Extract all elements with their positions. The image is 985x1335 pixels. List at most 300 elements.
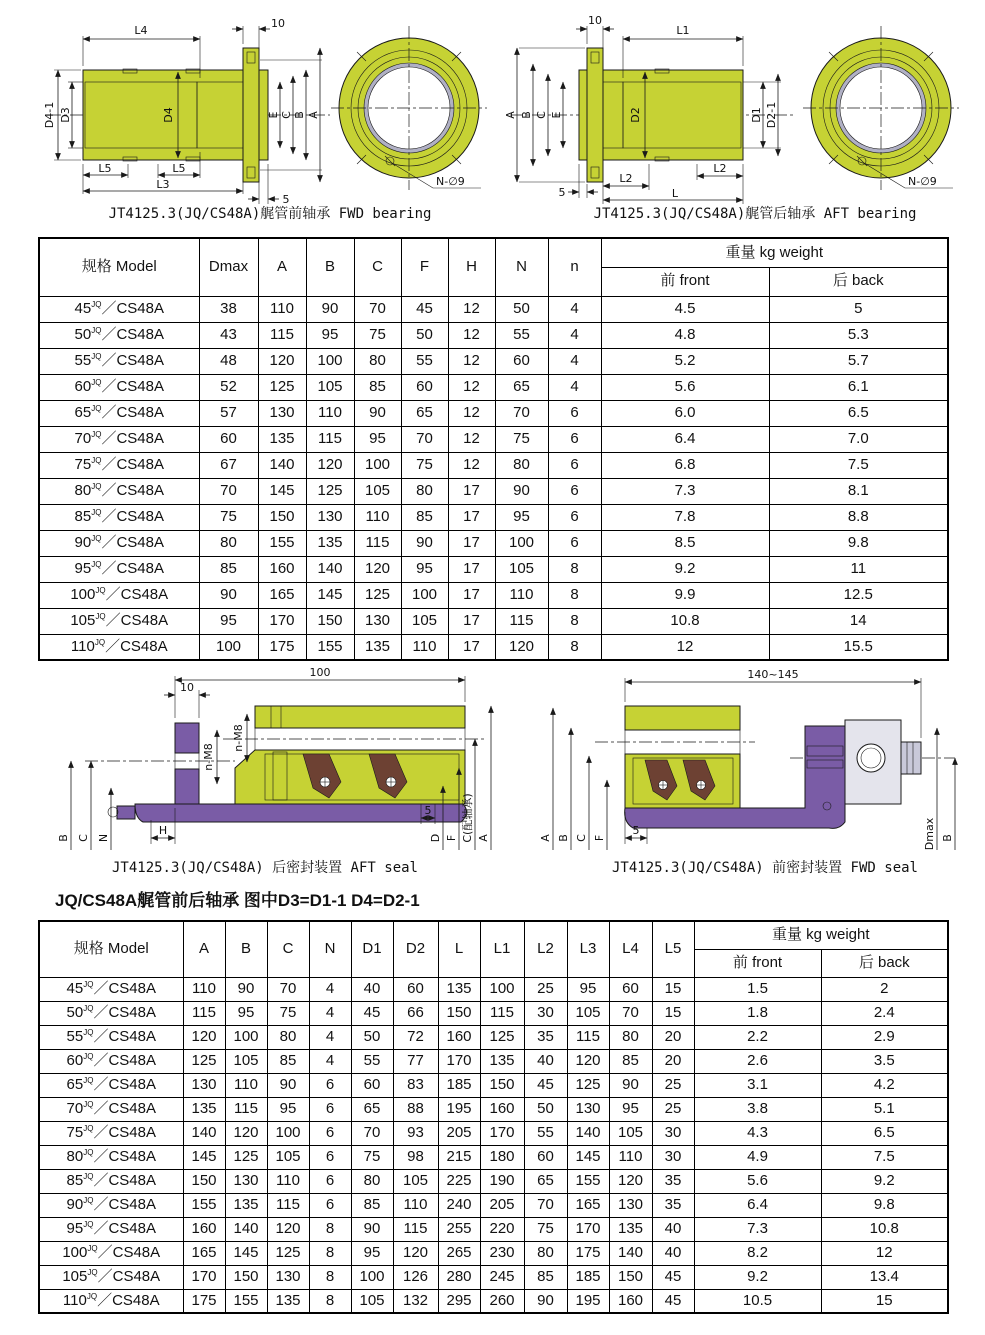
dim-cell: 6 (548, 426, 601, 452)
weight-cell: 10.8 (821, 1217, 948, 1241)
dim-cell: 195 (438, 1097, 480, 1121)
dim-label: 10 (180, 681, 194, 694)
weight-cell: 9.2 (694, 1265, 821, 1289)
dim-cell: 60 (401, 374, 448, 400)
table-row (39, 582, 948, 608)
weight-cell: 15.5 (769, 634, 948, 660)
dim-cell: 245 (480, 1265, 524, 1289)
model-cell: $65^{JQ}/CS48A$ (39, 400, 199, 426)
dim-cell: 8 (309, 1217, 351, 1241)
model-cell: $55^{JQ}/CS48A$ (39, 1025, 183, 1049)
dim-cell: 130 (267, 1265, 309, 1289)
dim-label: C(配轴承) (461, 793, 474, 843)
dim-cell: 215 (438, 1145, 480, 1169)
weight-cell: 14 (769, 608, 948, 634)
weight-cell: 6.1 (769, 374, 948, 400)
dim-cell: 95 (495, 504, 548, 530)
dim-cell: 175 (258, 634, 306, 660)
dim-cell: 55 (351, 1049, 393, 1073)
dim-cell: 150 (258, 504, 306, 530)
dim-cell: 25 (652, 1073, 694, 1097)
model-cell: $45^{JQ}/CS48A$ (39, 977, 183, 1001)
dim-cell: 185 (438, 1073, 480, 1097)
dim-cell: 60 (609, 977, 652, 1001)
dim-cell: 6 (309, 1121, 351, 1145)
dim-cell: 80 (354, 348, 401, 374)
dim-cell: 85 (354, 374, 401, 400)
model-cell: $90^{JQ}/CS48A$ (39, 530, 199, 556)
dim-cell: 125 (567, 1073, 609, 1097)
dim-cell: 145 (567, 1145, 609, 1169)
table-row (39, 1145, 948, 1169)
dim-cell: 85 (351, 1193, 393, 1217)
weight-cell: 6.5 (769, 400, 948, 426)
table-row (39, 1073, 948, 1097)
dim-cell: 75 (351, 1145, 393, 1169)
dim-cell: 90 (524, 1289, 567, 1313)
weight-cell: 9.2 (821, 1169, 948, 1193)
weight-cell: 12 (601, 634, 769, 660)
dim-cell: 70 (609, 1001, 652, 1025)
dim-cell: 95 (351, 1241, 393, 1265)
dim-cell: 6 (309, 1145, 351, 1169)
table-row (39, 296, 948, 322)
dim-label: D2-1 (765, 101, 778, 129)
table-row (39, 452, 948, 478)
model-cell: $55^{JQ}/CS48A$ (39, 348, 199, 374)
model-cell: $70^{JQ}/CS48A$ (39, 426, 199, 452)
dim-cell: 30 (524, 1001, 567, 1025)
dim-cell: 80 (401, 478, 448, 504)
dim-label: L5 (98, 162, 112, 175)
dim-cell: 110 (495, 582, 548, 608)
col-header-weight: 重量 kg weight (694, 921, 948, 949)
col-header: L5 (652, 921, 694, 977)
dim-cell: 6 (309, 1073, 351, 1097)
dim-cell: 155 (183, 1193, 225, 1217)
weight-cell: 3.8 (694, 1097, 821, 1121)
dim-cell: 260 (480, 1289, 524, 1313)
weight-cell: 12.5 (769, 582, 948, 608)
model-cell: $90^{JQ}/CS48A$ (39, 1193, 183, 1217)
dim-cell: 110 (393, 1193, 438, 1217)
dim-cell: 12 (448, 374, 495, 400)
dim-cell: 190 (480, 1169, 524, 1193)
dim-cell: 12 (448, 296, 495, 322)
dim-cell: 75 (354, 322, 401, 348)
dim-cell: 160 (183, 1217, 225, 1241)
dim-cell: 205 (480, 1193, 524, 1217)
dim-cell: 77 (393, 1049, 438, 1073)
fwd-bearing-caption: JT4125.3(JQ/CS48A)艉管前轴承 FWD bearing (108, 206, 432, 222)
dim-cell: 50 (401, 322, 448, 348)
dim-label: D1 (750, 107, 763, 123)
table-row (39, 1289, 948, 1313)
weight-cell: 3.5 (821, 1049, 948, 1073)
dim-cell: 295 (438, 1289, 480, 1313)
dim-cell: 70 (354, 296, 401, 322)
dim-cell: 130 (354, 608, 401, 634)
dim-cell: 95 (354, 426, 401, 452)
dim-cell: 6 (548, 504, 601, 530)
dim-cell: 25 (524, 977, 567, 1001)
dim-cell: 50 (524, 1097, 567, 1121)
dim-cell: 105 (495, 556, 548, 582)
dim-cell: 6 (309, 1193, 351, 1217)
dim-cell: 135 (438, 977, 480, 1001)
dim-cell: 125 (480, 1025, 524, 1049)
dim-cell: 17 (448, 634, 495, 660)
table-row (39, 478, 948, 504)
dim-cell: 220 (480, 1217, 524, 1241)
dim-cell: 120 (306, 452, 354, 478)
dim-cell: 60 (351, 1073, 393, 1097)
dim-cell: 140 (567, 1121, 609, 1145)
weight-cell: 6.4 (694, 1193, 821, 1217)
weight-cell: 5.6 (601, 374, 769, 400)
dim-label: A (539, 834, 552, 842)
weight-cell: 9.8 (821, 1193, 948, 1217)
dim-label: 5 (424, 804, 432, 817)
dim-cell: 75 (267, 1001, 309, 1025)
dim-label: L2 (619, 172, 633, 185)
dim-cell: 20 (652, 1025, 694, 1049)
dim-cell: 4 (548, 374, 601, 400)
col-header: B (306, 238, 354, 296)
model-cell: $105^{JQ}/CS48A$ (39, 608, 199, 634)
col-header: B (225, 921, 267, 977)
dim-label: A (307, 111, 320, 119)
dim-cell: 55 (495, 322, 548, 348)
dim-cell: 135 (258, 426, 306, 452)
weight-cell: 2.2 (694, 1025, 821, 1049)
fwd-seal-drawing (505, 668, 970, 856)
weight-cell: 7.0 (769, 426, 948, 452)
dim-cell: 135 (267, 1289, 309, 1313)
dim-cell: 115 (567, 1025, 609, 1049)
col-header-weight: 重量 kg weight (601, 238, 948, 267)
weight-cell: 1.8 (694, 1001, 821, 1025)
model-cell: $65^{JQ}/CS48A$ (39, 1073, 183, 1097)
weight-cell: 5.3 (769, 322, 948, 348)
dim-cell: 30 (652, 1145, 694, 1169)
dim-cell: 185 (567, 1265, 609, 1289)
dim-cell: 115 (183, 1001, 225, 1025)
dim-cell: 66 (393, 1001, 438, 1025)
dim-cell: 150 (438, 1001, 480, 1025)
aft-seal-caption: JT4125.3(JQ/CS48A) 后密封装置 AFT seal (111, 860, 418, 876)
dim-cell: 205 (438, 1121, 480, 1145)
dim-cell: 90 (225, 977, 267, 1001)
dim-cell: 40 (652, 1217, 694, 1241)
col-header-model: 规格 Model (39, 921, 183, 977)
dim-cell: 135 (306, 530, 354, 556)
dim-cell: 180 (480, 1145, 524, 1169)
dim-cell: 8 (548, 556, 601, 582)
col-header: A (258, 238, 306, 296)
dim-cell: 12 (448, 348, 495, 374)
weight-cell: 10.5 (694, 1289, 821, 1313)
dim-cell: 240 (438, 1193, 480, 1217)
dim-cell: 35 (652, 1169, 694, 1193)
dim-cell: 170 (567, 1217, 609, 1241)
dim-cell: 8 (309, 1265, 351, 1289)
weight-cell: 4.8 (601, 322, 769, 348)
weight-cell: 2 (821, 977, 948, 1001)
dim-cell: 115 (258, 322, 306, 348)
dim-cell: 35 (524, 1025, 567, 1049)
dim-cell: 90 (199, 582, 258, 608)
weight-cell: 6.4 (601, 426, 769, 452)
weight-cell: 10.8 (601, 608, 769, 634)
model-cell: $80^{JQ}/CS48A$ (39, 478, 199, 504)
dim-cell: 150 (225, 1265, 267, 1289)
dim-label: D2 (629, 107, 642, 123)
dim-cell: 45 (652, 1289, 694, 1313)
dim-cell: 70 (524, 1193, 567, 1217)
dim-cell: 85 (524, 1265, 567, 1289)
dim-cell: 75 (524, 1217, 567, 1241)
dim-cell: 120 (495, 634, 548, 660)
dim-cell: 40 (652, 1241, 694, 1265)
note-line: JQ/CS48A艉管前后轴承 图中D3=D1-1 D4=D2-1 (55, 891, 420, 910)
col-header: Dmax (199, 238, 258, 296)
weight-cell: 6.8 (601, 452, 769, 478)
dim-cell: 105 (354, 478, 401, 504)
model-cell: $80^{JQ}/CS48A$ (39, 1145, 183, 1169)
weight-cell: 5.7 (769, 348, 948, 374)
bearing-length-table (38, 920, 949, 1314)
fwd-bearing-section-drawing (28, 14, 333, 206)
dim-cell: 105 (225, 1049, 267, 1073)
dim-cell: 170 (438, 1049, 480, 1073)
dim-cell: 6 (548, 478, 601, 504)
dim-cell: 17 (448, 530, 495, 556)
dim-cell: 80 (524, 1241, 567, 1265)
model-cell: $105^{JQ}/CS48A$ (39, 1265, 183, 1289)
dim-cell: 195 (567, 1289, 609, 1313)
dim-cell: 130 (225, 1169, 267, 1193)
dim-cell: 110 (306, 400, 354, 426)
dim-cell: 48 (199, 348, 258, 374)
col-header-front: 前 front (601, 267, 769, 296)
dim-cell: 125 (267, 1241, 309, 1265)
table-row (39, 322, 948, 348)
weight-cell: 15 (821, 1289, 948, 1313)
dim-label: Dmax (923, 817, 936, 851)
dim-label: 5 (282, 193, 290, 206)
dim-cell: 95 (225, 1001, 267, 1025)
dim-cell: 70 (199, 478, 258, 504)
weight-cell: 13.4 (821, 1265, 948, 1289)
dim-cell: 15 (652, 1001, 694, 1025)
dim-cell: 110 (258, 296, 306, 322)
col-header: L3 (567, 921, 609, 977)
dim-cell: 115 (354, 530, 401, 556)
dim-label: 10 (588, 14, 602, 27)
dim-cell: 135 (609, 1217, 652, 1241)
weight-cell: 9.8 (769, 530, 948, 556)
table-row (39, 1241, 948, 1265)
dim-cell: 70 (401, 426, 448, 452)
dim-label: L1 (676, 24, 690, 37)
dim-cell: 6 (309, 1169, 351, 1193)
model-cell: $45^{JQ}/CS48A$ (39, 296, 199, 322)
dim-label: F (445, 834, 458, 842)
dim-label: B (941, 834, 954, 842)
col-header: L4 (609, 921, 652, 977)
dim-cell: 52 (199, 374, 258, 400)
dim-cell: 12 (448, 322, 495, 348)
dim-cell: 72 (393, 1025, 438, 1049)
dim-cell: 90 (401, 530, 448, 556)
dim-cell: 105 (351, 1289, 393, 1313)
model-cell: $85^{JQ}/CS48A$ (39, 1169, 183, 1193)
dim-cell: 80 (351, 1169, 393, 1193)
model-cell: $75^{JQ}/CS48A$ (39, 1121, 183, 1145)
dim-label: C (280, 111, 293, 119)
dim-label: C (535, 111, 548, 119)
dim-label: 5 (558, 186, 566, 199)
model-cell: $70^{JQ}/CS48A$ (39, 1097, 183, 1121)
dim-cell: 17 (448, 504, 495, 530)
dim-cell: 6 (548, 530, 601, 556)
dim-cell: 160 (258, 556, 306, 582)
dim-label: A (477, 834, 490, 842)
dim-cell: 120 (225, 1121, 267, 1145)
dim-cell: 17 (448, 608, 495, 634)
col-header-front: 前 front (694, 949, 821, 977)
dim-label: L3 (156, 178, 170, 191)
dim-cell: 95 (401, 556, 448, 582)
dim-cell: 110 (354, 504, 401, 530)
dim-cell: 80 (267, 1025, 309, 1049)
dim-cell: 145 (225, 1241, 267, 1265)
dim-cell: 8 (548, 634, 601, 660)
weight-cell: 4.5 (601, 296, 769, 322)
table-row (39, 1217, 948, 1241)
weight-cell: 5.6 (694, 1169, 821, 1193)
dim-cell: 15 (652, 977, 694, 1001)
dim-cell: 130 (258, 400, 306, 426)
weight-cell: 4.3 (694, 1121, 821, 1145)
weight-cell: 6.5 (821, 1121, 948, 1145)
aft-bearing-caption: JT4125.3(JQ/CS48A)艉管后轴承 AFT bearing (593, 206, 917, 222)
dim-cell: 175 (183, 1289, 225, 1313)
dim-label: B (57, 834, 70, 842)
dim-cell: 6 (309, 1097, 351, 1121)
dim-cell: 43 (199, 322, 258, 348)
dim-cell: 130 (609, 1193, 652, 1217)
table-row (39, 530, 948, 556)
dim-cell: 105 (567, 1001, 609, 1025)
dim-cell: 80 (199, 530, 258, 556)
table-row (39, 977, 948, 1001)
dim-cell: 135 (354, 634, 401, 660)
col-header-back: 后 back (821, 949, 948, 977)
table-row (39, 634, 948, 660)
dim-cell: 126 (393, 1265, 438, 1289)
table-row (39, 348, 948, 374)
dim-cell: 95 (567, 977, 609, 1001)
dim-cell: 165 (567, 1193, 609, 1217)
dim-label: A (504, 111, 517, 119)
model-cell: $95^{JQ}/CS48A$ (39, 556, 199, 582)
dim-cell: 70 (351, 1121, 393, 1145)
dim-cell: 17 (448, 582, 495, 608)
dim-cell: 110 (609, 1145, 652, 1169)
col-header: D1 (351, 921, 393, 977)
dim-cell: 100 (199, 634, 258, 660)
dim-cell: 88 (393, 1097, 438, 1121)
dim-cell: 120 (258, 348, 306, 374)
dim-cell: 6 (548, 400, 601, 426)
col-header: L1 (480, 921, 524, 977)
dim-cell: 100 (495, 530, 548, 556)
dim-cell: 35 (652, 1193, 694, 1217)
dim-label: L4 (134, 24, 148, 37)
dim-cell: 115 (267, 1193, 309, 1217)
dim-label: C (77, 834, 90, 842)
dim-cell: 67 (199, 452, 258, 478)
dim-cell: 20 (652, 1049, 694, 1073)
dim-label: E (267, 111, 280, 119)
table-header-row (39, 238, 948, 267)
weight-cell: 7.3 (694, 1217, 821, 1241)
dim-cell: 105 (401, 608, 448, 634)
table-row (39, 504, 948, 530)
dim-label: L (671, 187, 679, 200)
model-cell: $75^{JQ}/CS48A$ (39, 452, 199, 478)
dim-cell: 98 (393, 1145, 438, 1169)
dim-cell: 50 (351, 1025, 393, 1049)
dim-cell: 93 (393, 1121, 438, 1145)
dim-cell: 165 (258, 582, 306, 608)
dim-label: N-∅9 (436, 175, 465, 188)
col-header: A (183, 921, 225, 977)
dim-cell: 55 (401, 348, 448, 374)
dim-cell: 45 (652, 1265, 694, 1289)
dim-cell: 125 (354, 582, 401, 608)
dim-cell: 140 (306, 556, 354, 582)
model-cell: $100^{JQ}/CS48A$ (39, 582, 199, 608)
dim-cell: 4 (309, 977, 351, 1001)
dim-cell: 120 (567, 1049, 609, 1073)
table-row (39, 1121, 948, 1145)
dim-cell: 8 (548, 608, 601, 634)
weight-cell: 5.1 (821, 1097, 948, 1121)
dim-label: n-M8 (232, 724, 245, 752)
col-header: L (438, 921, 480, 977)
dim-label: E (550, 111, 563, 119)
dim-cell: 255 (438, 1217, 480, 1241)
weight-cell: 3.1 (694, 1073, 821, 1097)
dim-label: N (97, 833, 110, 843)
dim-cell: 90 (267, 1073, 309, 1097)
dim-cell: 70 (495, 400, 548, 426)
weight-cell: 9.9 (601, 582, 769, 608)
dim-cell: 145 (258, 478, 306, 504)
dim-cell: 115 (393, 1217, 438, 1241)
dim-cell: 4 (309, 1001, 351, 1025)
aft-bearing-section-drawing (505, 14, 805, 206)
dim-cell: 105 (609, 1121, 652, 1145)
dim-cell: 25 (652, 1097, 694, 1121)
model-cell: $60^{JQ}/CS48A$ (39, 1049, 183, 1073)
dim-cell: 80 (609, 1025, 652, 1049)
dim-cell: 80 (495, 452, 548, 478)
weight-cell: 9.2 (601, 556, 769, 582)
